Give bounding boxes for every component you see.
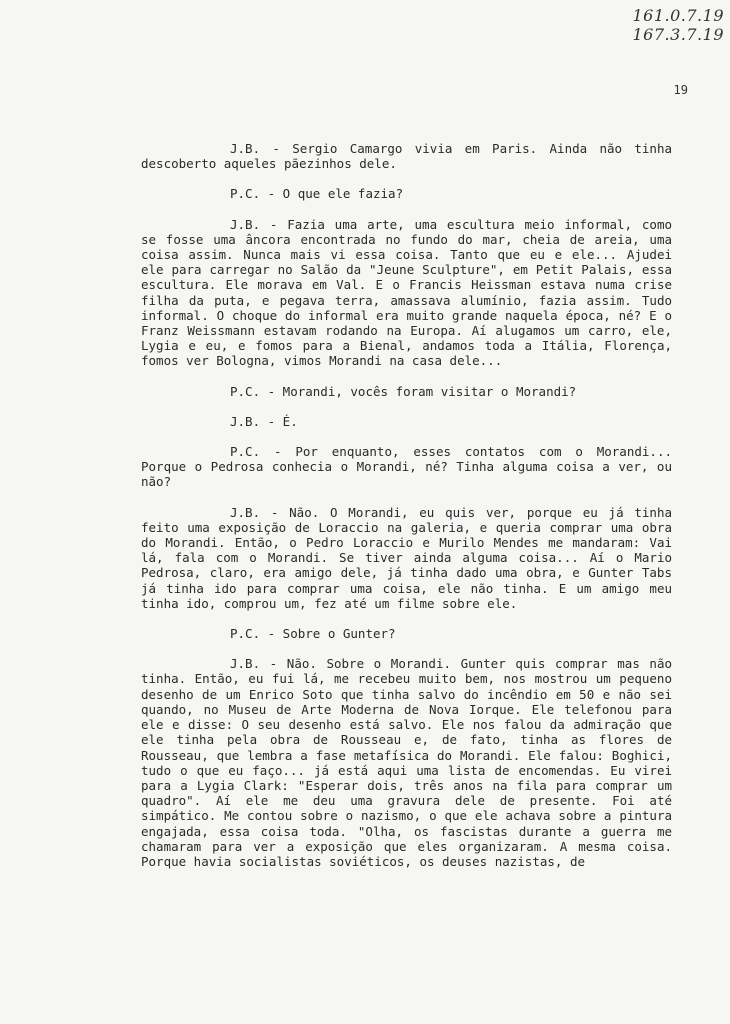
handwritten-line-1: 161.0.7.19: [632, 6, 724, 25]
page-number: 19: [673, 83, 688, 97]
paragraph: J.B. - É.: [230, 413, 298, 429]
paragraph: P.C. - Morandi, vocês foram visitar o Morandi?: [230, 383, 577, 399]
paragraph: J.B. - Não. Sobre o Morandi. Gunter quis comprar mas não tinha. Então, eu fui lá, me recebeu muito bem, nos mostrou um pequeno desenho de um Enrico Soto que tinha salvo do incêndio em 50 e não sei quando, no Museu de Arte Moderna de Nova Iorque. Ele telefonou para ele e disse: O seu desenho está salvo. Ele nos falou da admiração que ele tinha pela obra de Rousseau e, de fato, tinha as flores de Rousseau, que lembra a fase metafísica do Morandi. Ele falou: Boghici, tudo o que eu faço... já está aqui uma lista de encomendas. Eu virei para a Lygia Clark: "Esperar dois, três anos na fila para comprar um quadro". Aí ele me deu uma gravura dele de presente. Foi até simpático. Me contou sobre o nazismo, o que ele achava sobre a pintura engajada, essa coisa toda. "Olha, os fascistas durante a guerra me chamaram para ver a exposição que eles organizaram. A mesma coisa. Porque havia socialistas soviéticos, os deuses nazistas, de: [141, 656, 672, 869]
paragraph: J.B. - Não. O Morandi, eu quis ver, porque eu já tinha feito uma exposição de Loraccio na galeria, e queria comprar uma obra do Morandi. Então, o Pedro Loraccio e Murilo Mendes me mandaram: Vai lá, fala com o Morandi. Se tiver ainda alguma coisa... Aí o Mario Pedrosa, claro, era amigo dele, já tinha dado uma obra, e Gunter Tabs já tinha ido para comprar uma coisa, ele não tinha. E um amigo meu tinha ido, comprou um, fez até um filme sobre ele.: [141, 504, 672, 611]
handwritten-note: [628, 6, 724, 44]
paragraph: J.B. - Fazia uma arte, uma escultura meio informal, como se fosse uma âncora encontrada no fundo do mar, cheia de areia, uma coisa assim. Nunca mais vi essa coisa. Tanto que eu e ele... Ajudei ele para carregar no Salão da "Jeune Sculpture", em Petit Palais, essa escultura. Ele morava em Val. E o Francis Heissman estava numa crise filha da puta, e pegava terra, amassava alumínio, fazia assim. Tudo informal. O choque do informal era muito grande naquela época, né? E o Franz Weissmann estavam rodando na Europa. Aí alugamos um carro, ele, Lygia e eu, e fomos para a Bienal, andamos toda a Itália, Florença, fomos ver Bologna, vimos Morandi na casa dele...: [141, 216, 672, 369]
paragraph: P.C. - Sobre o Gunter?: [230, 626, 396, 642]
paragraph: P.C. - Por enquanto, esses contatos com o Morandi... Porque o Pedrosa conhecia o Morandi, né? Tinha alguma coisa a ver, ou não?: [141, 444, 672, 490]
handwritten-line-2: 167.3.7.19: [632, 25, 724, 44]
transcript-body: [141, 141, 672, 884]
paragraph: J.B. - Sergio Camargo vivia em Paris. Ainda não tinha descoberto aqueles pãezinhos dele.: [141, 141, 672, 172]
paragraph: P.C. - O que ele fazia?: [230, 186, 404, 202]
